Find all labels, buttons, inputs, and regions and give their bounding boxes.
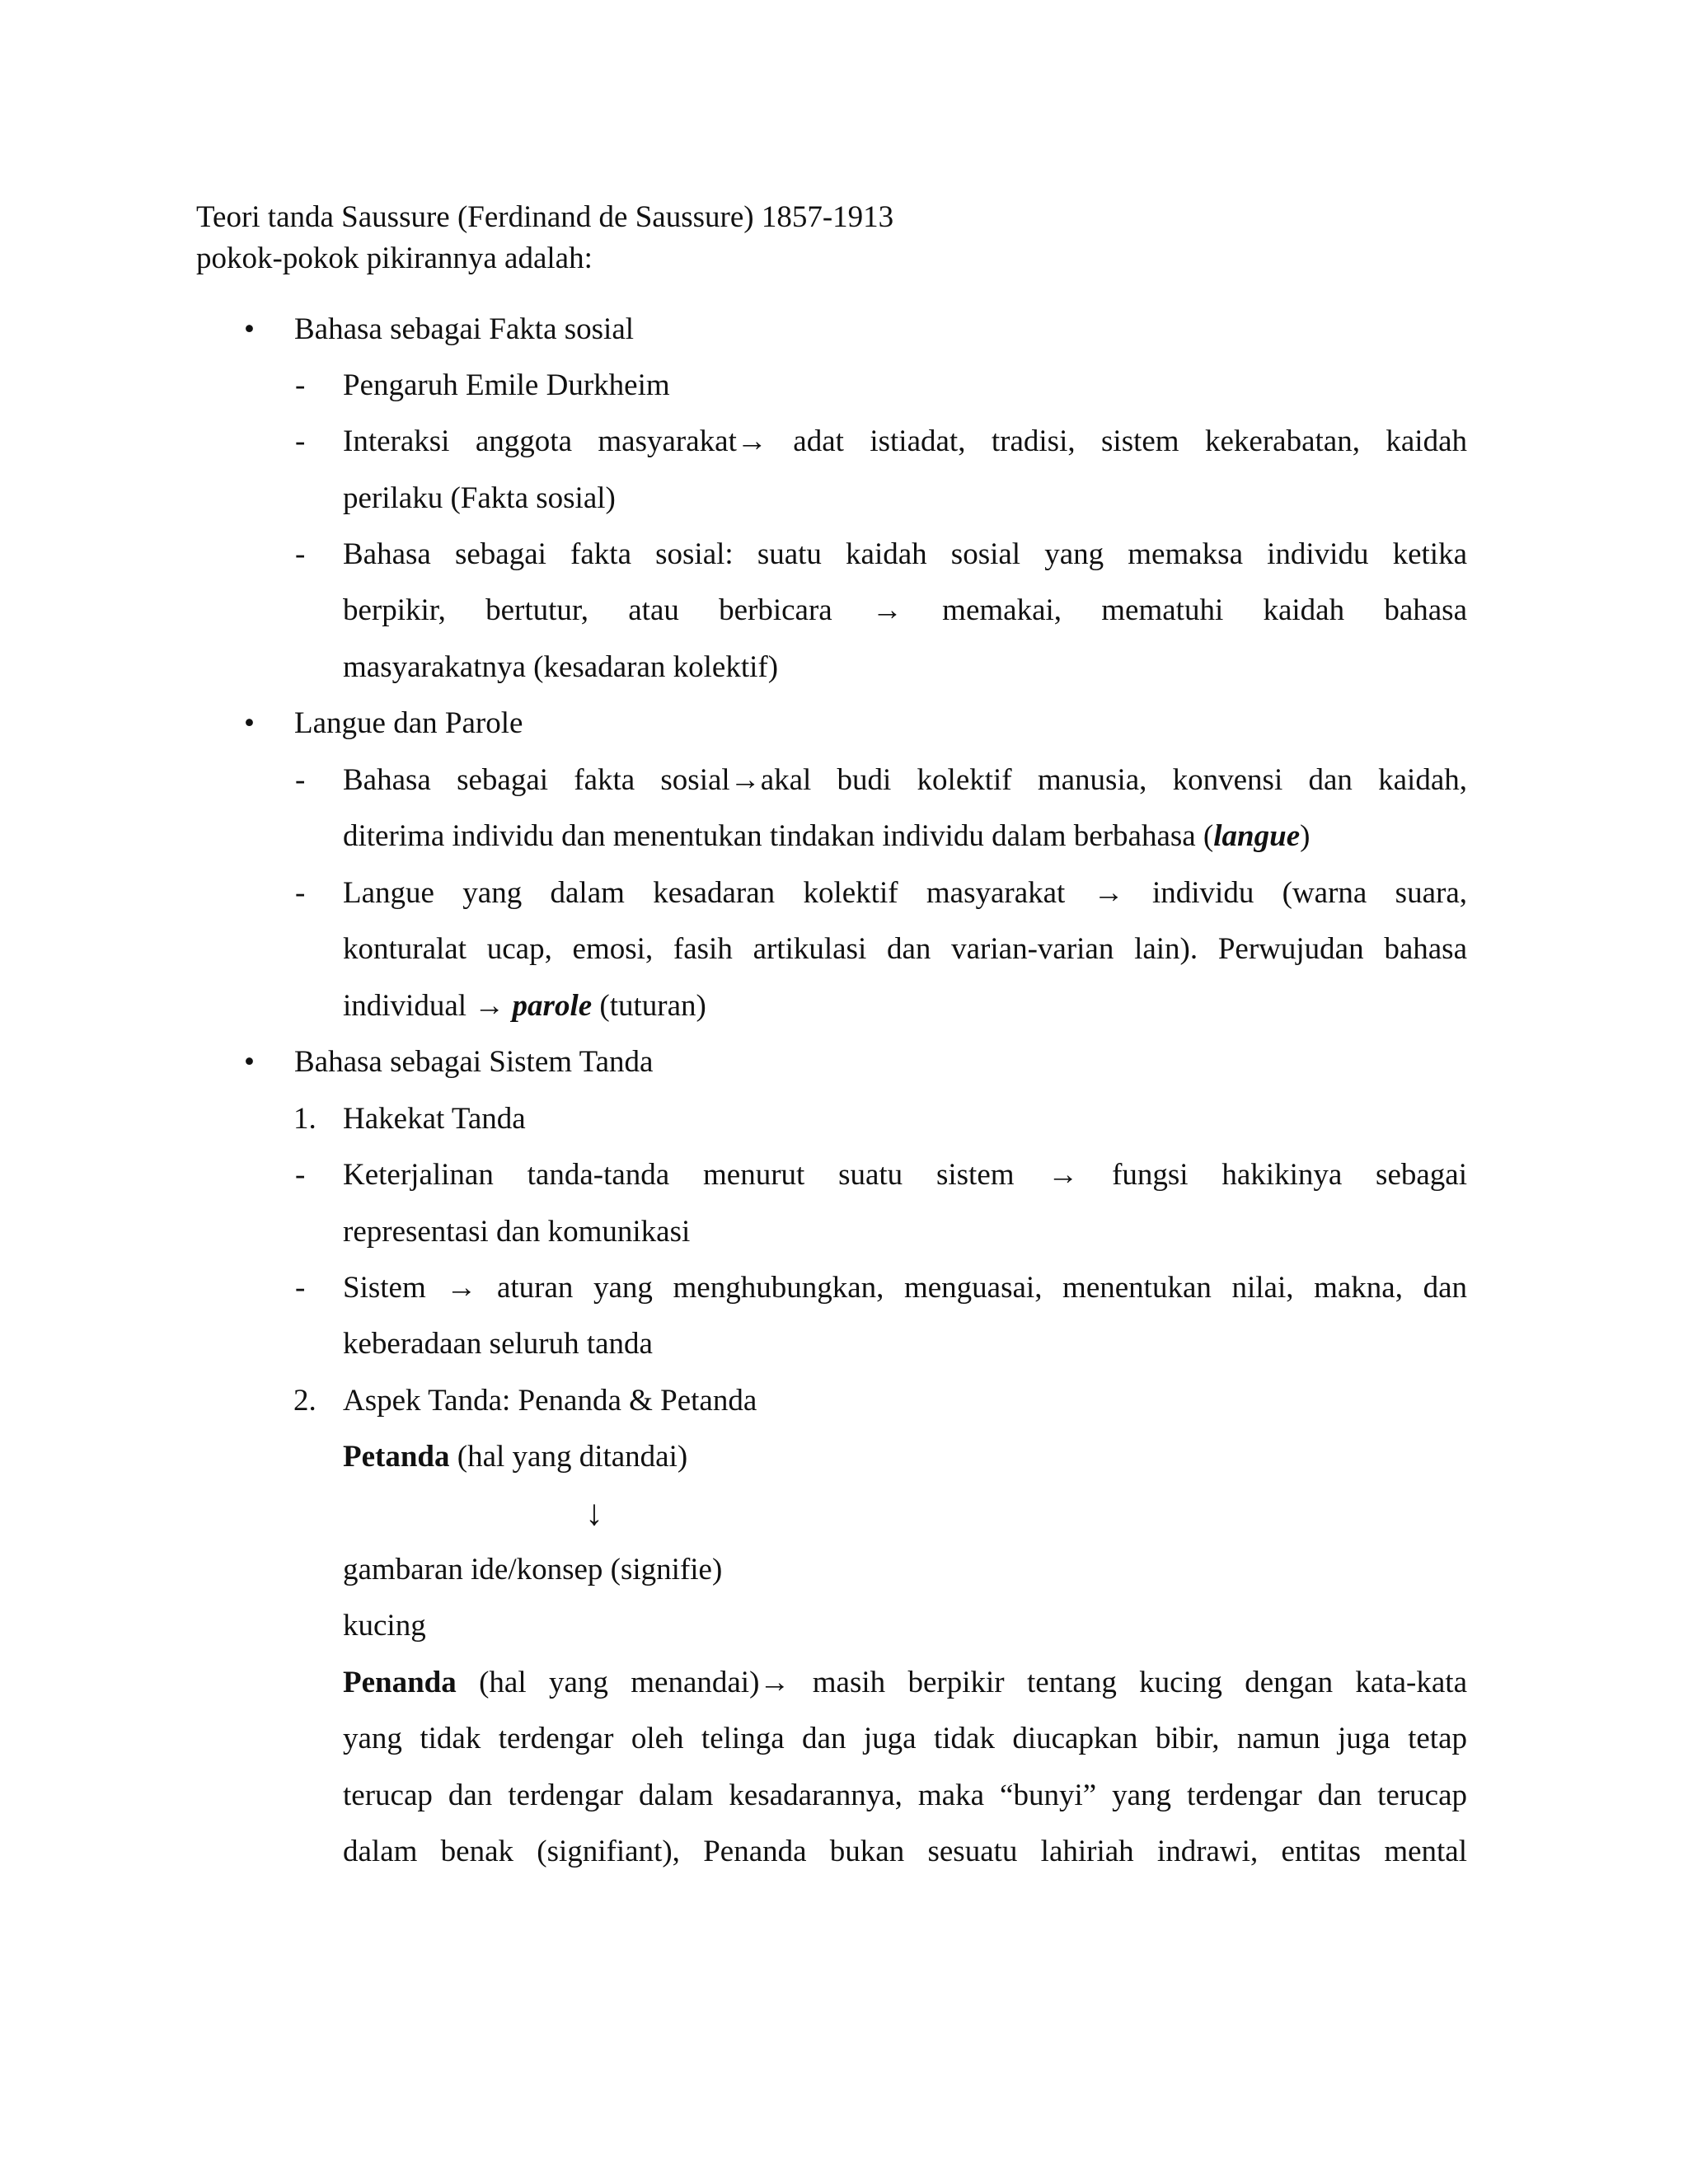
concept-line: gambaran ide/konsep (signifie)	[343, 1553, 723, 1586]
section-2-item-2-line-1: Langue yang dalam kesadaran kolektif masyarakat → individu (warna suara,	[343, 876, 1467, 910]
dash-marker: -	[295, 763, 306, 797]
dash-marker: -	[295, 1158, 306, 1192]
dash-marker: -	[295, 876, 306, 910]
term-petanda: Petanda	[343, 1440, 450, 1474]
document-title: Teori tanda Saussure (Ferdinand de Saussure) 1857-1913	[196, 200, 894, 234]
subsection-2-title: Aspek Tanda: Penanda & Petanda	[343, 1384, 757, 1418]
bullet-marker: •	[244, 312, 255, 346]
section-2-item-2-line-2: konturalat ucap, emosi, fasih artikulasi dan varian-varian lain). Perwujudan bahasa	[343, 932, 1467, 966]
example-line: kucing	[343, 1609, 426, 1643]
penanda-line-2: yang tidak terdengar oleh telinga dan juga tidak diucapkan bibir, namun juga tetap	[343, 1722, 1467, 1755]
number-marker: 1.	[293, 1102, 316, 1136]
term-parole: parole	[512, 989, 593, 1023]
section-1-item-2-line-1: Interaksi anggota masyarakat→ adat istiadat, tradisi, sistem kekerabatan, kaidah	[343, 424, 1467, 458]
petanda-line: Petanda (hal yang ditandai)	[343, 1440, 688, 1474]
dash-marker: -	[295, 424, 306, 458]
subsection-1-item-1-line-2: representasi dan komunikasi	[343, 1215, 691, 1249]
subsection-1-item-2-line-1: Sistem → aturan yang menghubungkan, menguasai, menentukan nilai, makna, dan	[343, 1271, 1467, 1305]
dash-marker: -	[295, 368, 306, 402]
subsection-1-item-2-line-2: keberadaan seluruh tanda	[343, 1327, 653, 1361]
section-2-title: Langue dan Parole	[294, 706, 523, 740]
penanda-line-4: dalam benak (signifiant), Penanda bukan sesuatu lahiriah indrawi, entitas mental	[343, 1835, 1467, 1868]
subsection-1-item-1-line-1: Keterjalinan tanda-tanda menurut suatu sistem → fungsi hakikinya sebagai	[343, 1158, 1467, 1192]
section-1-item-3-line-1: Bahasa sebagai fakta sosial: suatu kaidah sosial yang memaksa individu ketika	[343, 537, 1467, 571]
dash-marker: -	[295, 1271, 306, 1305]
section-1-title: Bahasa sebagai Fakta sosial	[294, 312, 635, 346]
penanda-line-1: Penanda (hal yang menandai)→ masih berpikir tentang kucing dengan kata-kata	[343, 1666, 1467, 1699]
section-3-title: Bahasa sebagai Sistem Tanda	[294, 1045, 654, 1079]
document-subtitle: pokok-pokok pikirannya adalah:	[196, 241, 593, 275]
term-penanda: Penanda	[343, 1666, 457, 1699]
bullet-marker: •	[244, 1045, 255, 1079]
dash-marker: -	[295, 537, 306, 571]
down-arrow-icon: ↓	[585, 1493, 603, 1533]
section-1-item-1: Pengaruh Emile Durkheim	[343, 368, 670, 402]
section-1-item-3-line-3: masyarakatnya (kesadaran kolektif)	[343, 650, 779, 684]
section-2-item-1-line-1: Bahasa sebagai fakta sosial→akal budi kolektif manusia, konvensi dan kaidah,	[343, 763, 1467, 797]
bullet-marker: •	[244, 706, 255, 740]
section-1-item-2-line-2: perilaku (Fakta sosial)	[343, 481, 616, 515]
number-marker: 2.	[293, 1384, 316, 1418]
penanda-line-3: terucap dan terdengar dalam kesadarannya, maka “bunyi” yang terdengar dan terucap	[343, 1779, 1467, 1812]
section-2-item-1-line-2: diterima individu dan menentukan tindakan individu dalam berbahasa (langue)	[343, 819, 1311, 853]
section-1-item-3-line-2: berpikir, bertutur, atau berbicara → memakai, mematuhi kaidah bahasa	[343, 593, 1467, 627]
section-2-item-2-line-3: individual → parole (tuturan)	[343, 989, 706, 1023]
term-langue: langue	[1213, 819, 1301, 853]
subsection-1-title: Hakekat Tanda	[343, 1102, 526, 1136]
